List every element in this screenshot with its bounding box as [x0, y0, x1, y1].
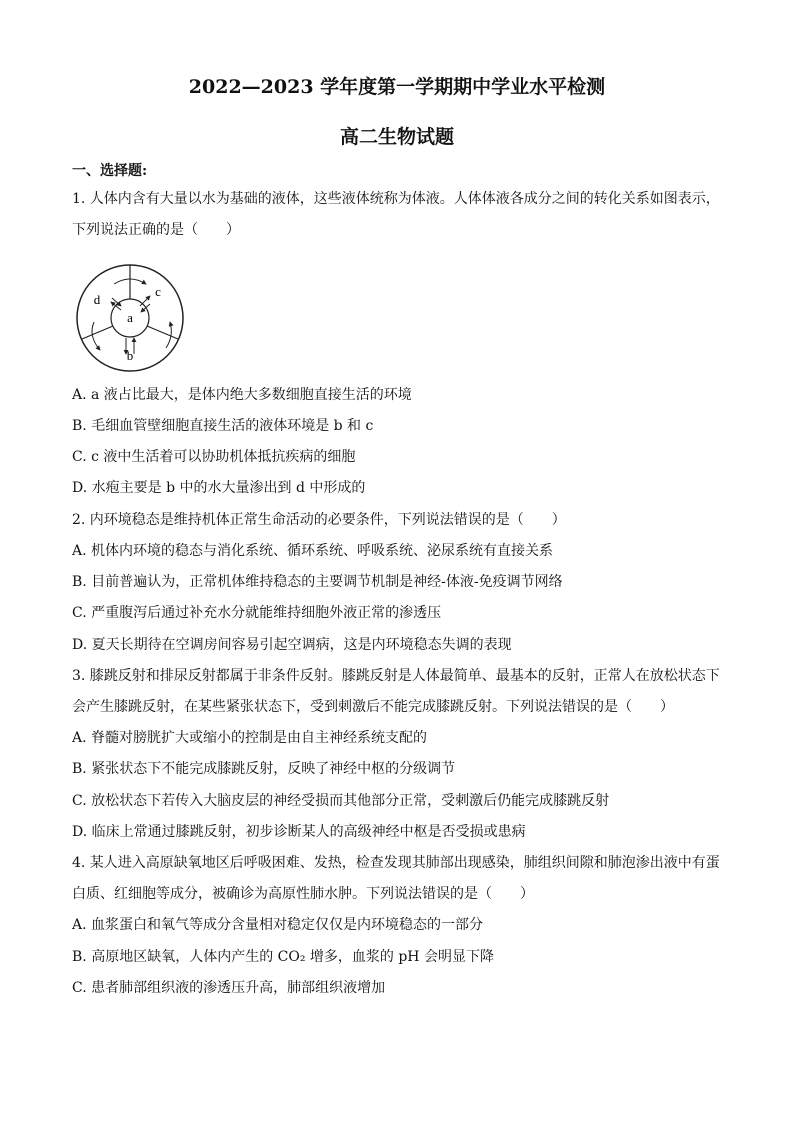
label-a: a	[127, 310, 133, 325]
label-c: c	[155, 284, 161, 299]
q2-stem-line-1: 2. 内环境稳态是维持机体正常生命活动的必要条件，下列说法错误的是（ ）	[72, 512, 566, 528]
divider-right	[147, 326, 178, 339]
q1-option-d: D. 水疱主要是 b 中的水大量渗出到 d 中形成的	[72, 480, 366, 496]
q1-stem-line-1: 1. 人体内含有大量以水为基础的液体，这些液体统称为体液。人体体液各成分之间的转化关系如图表示，	[72, 191, 720, 207]
exam-title: 2022—2023 学年度第一学期期中学业水平检测	[188, 76, 606, 98]
q4-option-c: C. 患者肺部组织液的渗透压升高，肺部组织液增加	[72, 980, 386, 996]
q4-option-a: A. 血浆蛋白和氧气等成分含量相对稳定仅仅是内环境稳态的一部分	[72, 917, 484, 933]
q1-stem-line-2: 下列说法正确的是（ ）	[72, 222, 240, 238]
q3-option-c: C. 放松状态下若传入大脑皮层的神经受损而其他部分正常，受刺激后仍能完成膝跳反射	[72, 793, 610, 809]
label-b: b	[126, 348, 134, 363]
q2-option-c: C. 严重腹泻后通过补充水分就能维持细胞外液正常的渗透压	[72, 605, 442, 621]
section-label: 一、选择题:	[72, 163, 148, 179]
q1-option-b: B. 毛细血管壁细胞直接生活的液体环境是 b 和 c	[72, 418, 374, 434]
q1-option-a: A. a 液占比最大，是体内绝大多数细胞直接生活的环境	[72, 387, 412, 403]
q4-stem-line-1: 4. 某人进入高原缺氧地区后呼吸困难、发热，检查发现其肺部出现感染，肺组织间隙和肺泡渗出液中有蛋	[72, 855, 720, 871]
q3-option-a: A. 脊髓对膀胱扩大或缩小的控制是由自主神经系统支配的	[72, 730, 428, 746]
divider-left	[82, 326, 113, 339]
q3-option-b: B. 紧张状态下不能完成膝跳反射，反映了神经中枢的分级调节	[72, 761, 456, 777]
arrow-c-to-a	[141, 304, 150, 312]
q3-stem-line-1: 3. 膝跳反射和排尿反射都属于非条件反射。膝跳反射是人体最简单、最基本的反射，正常人在放松状态下	[72, 668, 720, 684]
arrow-a-to-d	[111, 302, 121, 310]
q4-stem-line-2: 白质、红细胞等成分，被确诊为高原性肺水肿。下列说法错误的是（ ）	[72, 886, 534, 902]
q1-option-c: C. c 液中生活着可以协助机体抵抗疾病的细胞	[72, 449, 356, 465]
q4-option-b: B. 高原地区缺氧，人体内产生的 CO₂ 增多，血浆的 pH 会明显下降	[72, 949, 494, 965]
q2-option-a: A. 机体内环境的稳态与消化系统、循环系统、呼吸系统、泌尿系统有直接关系	[72, 543, 554, 559]
body-fluid-diagram	[74, 262, 186, 374]
q3-option-d: D. 临床上常通过膝跳反射，初步诊断某人的高级神经中枢是否受损或患病	[72, 824, 526, 840]
label-d: d	[93, 292, 101, 307]
q2-option-b: B. 目前普遍认为，正常机体维持稳态的主要调节机制是神经-体液-免疫调节网络	[72, 574, 563, 590]
q3-stem-line-2: 会产生膝跳反射，在某些紧张状态下，受到刺激后不能完成膝跳反射。下列说法错误的是（ ）	[72, 699, 674, 715]
exam-subtitle: 高二生物试题	[339, 126, 454, 148]
arrow-a-to-c	[140, 296, 150, 306]
q2-option-d: D. 夏天长期待在空调房间容易引起空调病，这是内环境稳态失调的表现	[72, 637, 512, 653]
arrow-left-lower	[92, 322, 100, 350]
